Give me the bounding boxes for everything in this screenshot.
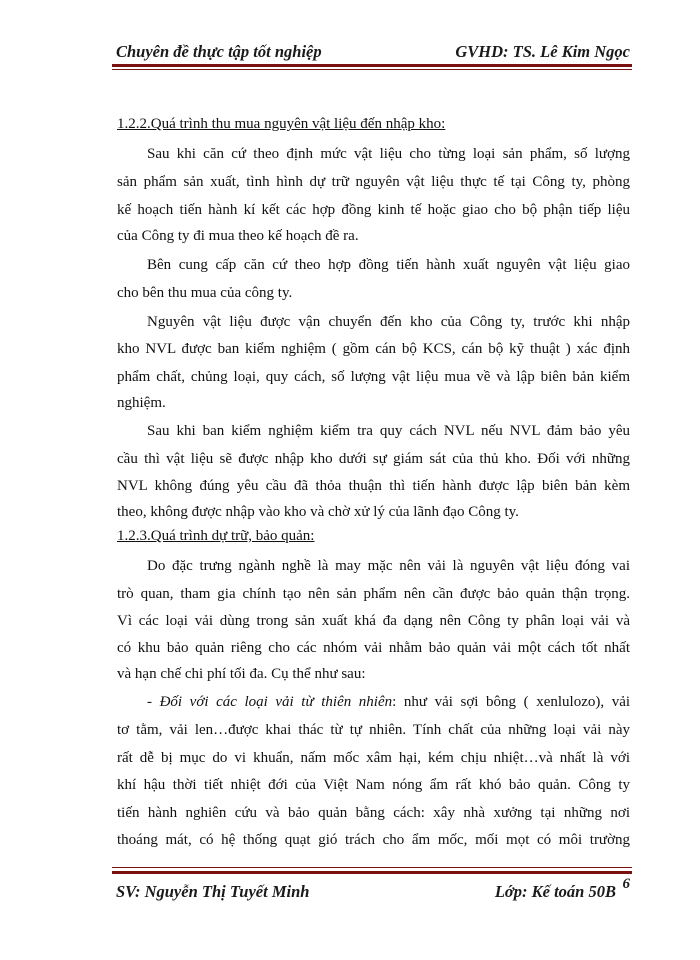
paragraph-line: kế hoạch tiến hành kí kết các hợp đồng kinh tế hoặc giao cho bộ phận tiếp liệu <box>117 202 630 218</box>
paragraph-line: Bên cung cấp căn cứ theo hợp đồng tiến hành xuất nguyên vật liệu giao <box>147 257 630 273</box>
footer-student: SV: Nguyễn Thị Tuyết Minh <box>116 882 310 901</box>
header-rule-thin <box>112 69 632 70</box>
paragraph-line: rất dễ bị mục do vi khuẩn, nấm mốc xâm hại, kém chịu nhiệt…và nhất là với <box>117 750 630 766</box>
italic-lead-rest: như vải sợi bông ( xenlulozo), vải <box>403 694 631 710</box>
page-number: 6 <box>622 876 630 892</box>
paragraph-line: tiến hành nghiên cứu và bảo quản bằng cách: xây nhà xưởng tại những nơi <box>117 805 630 821</box>
footer-rule-thick <box>112 871 632 874</box>
paragraph-line: Vì các loại vải dùng trong sản xuất khá đa dạng nên Công ty phân loại vải và <box>117 613 630 629</box>
header-advisor: GVHD: TS. Lê Kim Ngọc <box>455 42 630 61</box>
paragraph-line: có khu bảo quản riêng cho các nhóm vải nhằm bảo quản vải một cách tốt nhất <box>117 640 630 656</box>
paragraph-line: nghiệm. <box>117 395 166 411</box>
paragraph-line-italic-lead: - Đối với các loại vải từ thiên nhiên: như vải sợi bông ( xenlulozo), vải <box>147 694 631 710</box>
paragraph-line: phẩm chất, chủng loại, quy cách, số lượng vật liệu mua về và lập biên bản kiểm <box>117 369 630 385</box>
paragraph-line: NVL không đúng yêu cầu đã thỏa thuận thì tiến hành được lập biên bản kèm <box>117 478 630 494</box>
section-heading-1-2-3: 1.2.3.Quá trình dự trữ, bảo quản: <box>117 528 315 544</box>
paragraph-line: cho bên thu mua của công ty. <box>117 285 293 301</box>
paragraph-line: thoáng mát, có hệ thống quạt gió trách cho ẩm mốc, mối mọt có môi trường <box>117 832 630 848</box>
italic-lead: - Đối với các loại vải từ thiên nhiên <box>147 694 393 710</box>
paragraph-line: kho NVL được ban kiểm nghiệm ( gồm cán bộ KCS, cán bộ kỹ thuật ) xác định <box>117 341 630 357</box>
header-title: Chuyên đề thực tập tốt nghiệp <box>116 42 322 61</box>
paragraph-line: của Công ty đi mua theo kế hoạch đề ra. <box>117 228 359 244</box>
paragraph-line: và hạn chế chi phí tối đa. Cụ thể như sau: <box>117 666 366 682</box>
paragraph-line: trò quan, tham gia chính tạo nên sản phẩm nên cần được bảo quản thận trọng. <box>117 586 630 602</box>
paragraph-line: khí hậu thời tiết nhiệt đới của Việt Nam nóng ẩm rất khó bảo quản. Công ty <box>117 777 630 793</box>
paragraph-line: theo, không được nhập vào kho và chờ xử lý của lãnh đạo Công ty. <box>117 504 519 520</box>
paragraph-line: Nguyên vật liệu được vận chuyển đến kho của Công ty, trước khi nhập <box>147 314 630 330</box>
page-header <box>112 38 630 62</box>
paragraph-line: tơ tằm, vải len…được khai thác từ tự nhiên. Tính chất của những loại vải này <box>117 722 630 738</box>
header-rule-thick <box>112 64 632 67</box>
paragraph-line: sản phẩm sản xuất, tình hình dự trữ nguyên vật liệu thực tế tại Công ty, phòng <box>117 174 630 190</box>
page-footer <box>112 878 630 902</box>
paragraph-line: Do đặc trưng ngành nghề là may mặc nên vải là nguyên vật liệu đóng vai <box>147 558 630 574</box>
section-heading-1-2-2: 1.2.2.Quá trình thu mua nguyên vật liệu đến nhập kho: <box>117 116 446 132</box>
footer-class: Lớp: Kế toán 50B <box>494 882 616 901</box>
footer-rule-thin <box>112 867 632 868</box>
paragraph-line: cầu thì vật liệu sẽ được nhập kho dưới sự giám sát của thủ kho. Đối với những <box>117 451 630 467</box>
paragraph-line: Sau khi ban kiểm nghiệm kiểm tra quy cách NVL nếu NVL đảm bảo yêu <box>147 423 630 439</box>
paragraph-line: Sau khi căn cứ theo định mức vật liệu cho từng loại sản phẩm, số lượng <box>147 146 630 162</box>
